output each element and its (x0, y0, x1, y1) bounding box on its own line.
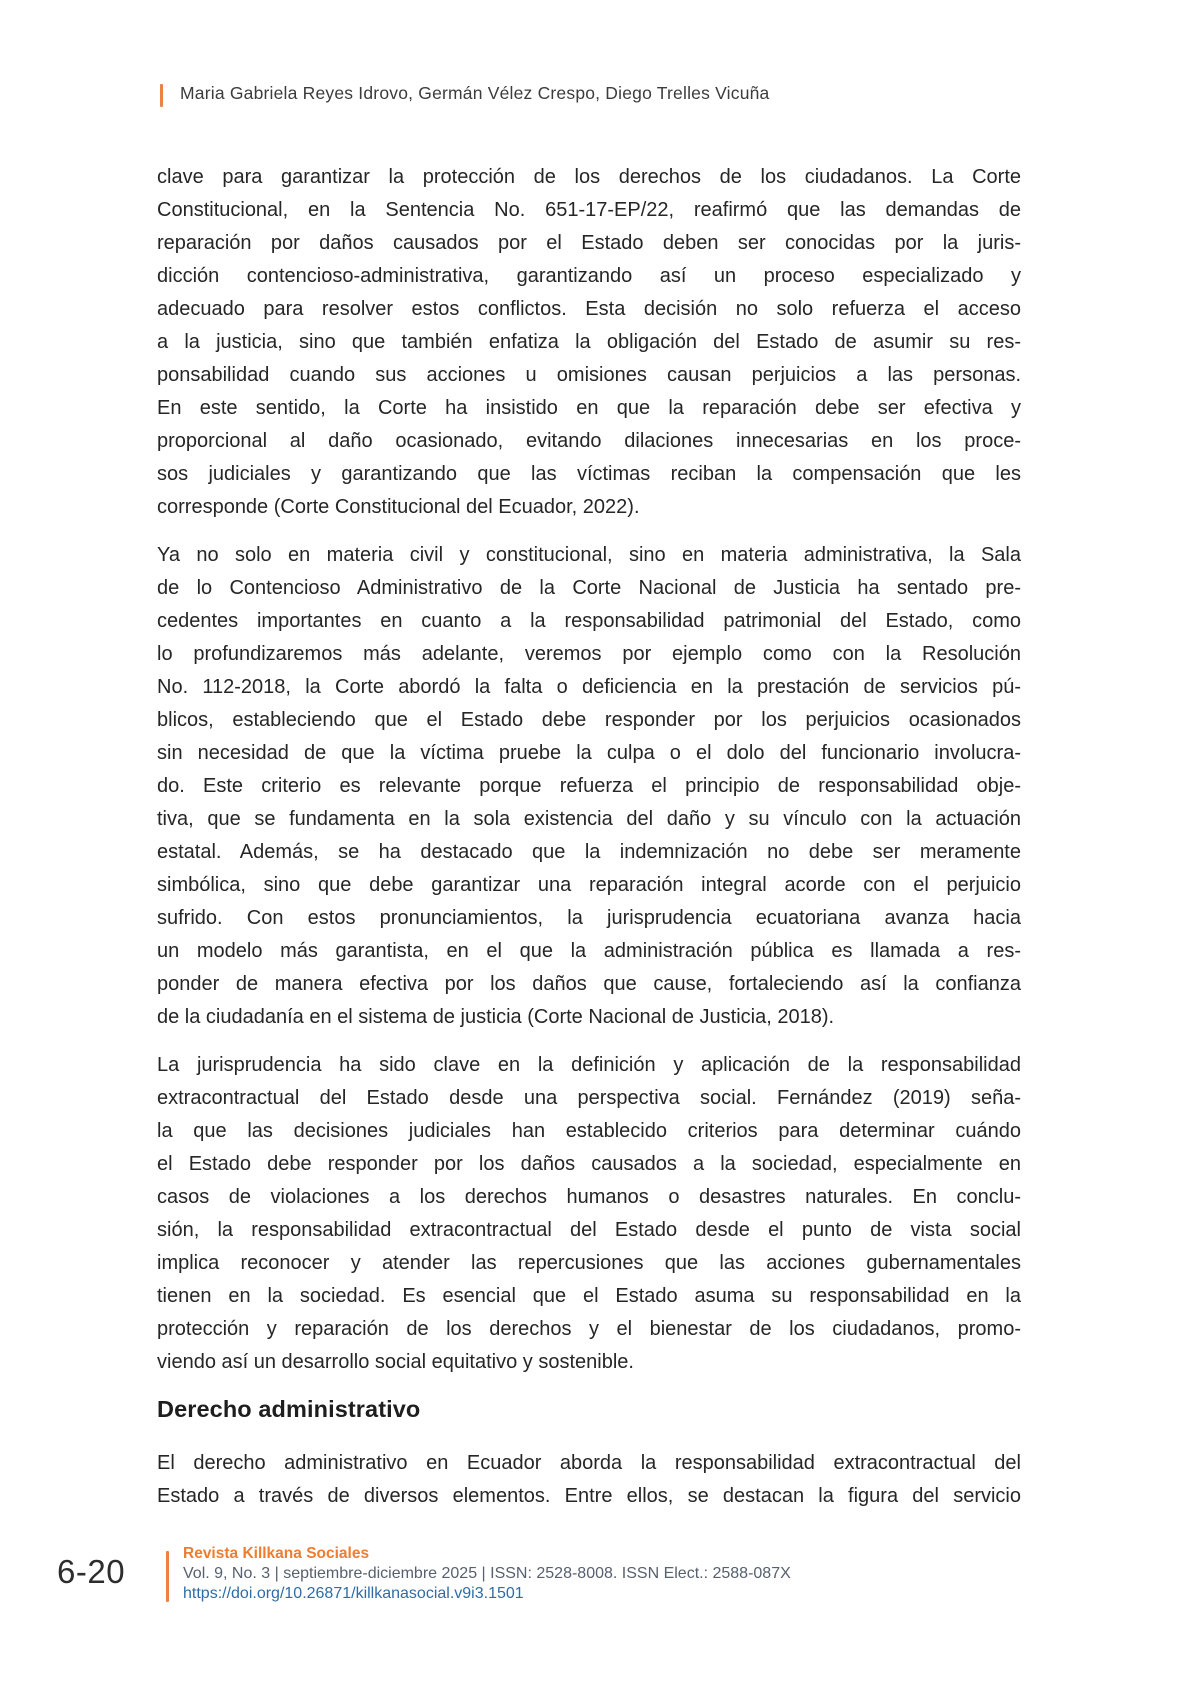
issue-info: Vol. 9, No. 3 | septiembre-diciembre 2025 | ISSN: 2528-8008. ISSN Elect.: 2588-087X (183, 1565, 791, 1582)
paragraph-2: Ya no solo en materia civil y constitucional, sino en materia administrativa, la Sala de lo Contencioso Administrativo de la Corte Nacional de Justicia ha sentado pre- cedentes importantes en cuanto a la responsabilidad patrimonial del Estado, como lo profundizaremos más adelante, veremos por ejemplo como con la Resolución No. 112-2018, la Corte abordó la falta o deficiencia en la prestación de servicios pú- blicos, estableciendo que el Estado debe responder por los perjuicios ocasionados sin necesidad de que la víctima pruebe la culpa o el dolo del funcionario involucra- do. Este criterio es relevante porque refuerza el principio de responsabilidad obje- tiva, que se fundamenta en la sola existencia del daño y su vínculo con la actuación estatal. Además, se ha destacado que la indemnización no debe ser meramente simbólica, sino que debe garantizar una reparación integral acorde con el perjuicio sufrido. Con estos pronunciamientos, la jurisprudencia ecuatoriana avanza hacia un modelo más garantista, en el que la administración pública es llamada a res- ponder de manera efectiva por los daños que cause, fortaleciendo así la confianza de la ciudadanía en el sistema de justicia (Corte Nacional de Justicia, 2018). (157, 544, 1021, 1028)
section-heading: Derecho administrativo (157, 1396, 421, 1422)
authors-line: Maria Gabriela Reyes Idrovo, Germán Vélez Crespo, Diego Trelles Vicuña (180, 83, 770, 103)
doi-link[interactable]: https://doi.org/10.26871/killkanasocial.v9i3.1501 (183, 1585, 524, 1602)
footer-accent-bar (166, 1551, 169, 1602)
journal-name: Revista Killkana Sociales (183, 1545, 370, 1562)
paragraph-1: clave para garantizar la protección de los derechos de los ciudadanos. La Corte Constitucional, en la Sentencia No. 651-17-EP/22, reafirmó que las demandas de reparación por daños causados por el Estado deben ser conocidas por la juris- dicción contencioso-administrativa, garantizando así un proceso especializado y adecuado para resolver estos conflictos. Esta decisión no solo refuerza el acceso a la justicia, sino que también enfatiza la obligación del Estado de asumir su res- ponsabilidad cuando sus acciones u omisiones causan perjuicios a las personas. En este sentido, la Corte ha insistido en que la reparación debe ser efectiva y proporcional al daño ocasionado, evitando dilaciones innecesarias en los proce- sos judiciales y garantizando que las víctimas reciban la compensación que les corresponde (Corte Constitucional del Ecuador, 2022). (157, 166, 1021, 518)
paragraph-3: La jurisprudencia ha sido clave en la definición y aplicación de la responsabilidad extracontractual del Estado desde una perspectiva social. Fernández (2019) seña- la que las decisiones judiciales han establecido criterios para determinar cuándo el Estado debe responder por los daños causados a la sociedad, especialmente en casos de violaciones a los derechos humanos o desastres naturales. En conclu- sión, la responsabilidad extracontractual del Estado desde el punto de vista social implica reconocer y atender las repercusiones que las acciones gubernamentales tienen en la sociedad. Es esencial que el Estado asuma su responsabilidad en la protección y reparación de los derechos y el bienestar de los ciudadanos, promo- viendo así un desarrollo social equitativo y sostenible. (157, 1054, 1021, 1373)
article-body (157, 161, 1021, 1528)
paragraph-4: El derecho administrativo en Ecuador aborda la responsabilidad extracontractual del Estado a través de diversos elementos. Entre ellos, se destacan la figura del servicio (157, 1452, 1021, 1507)
page-number: 6-20 (57, 1553, 126, 1590)
running-header (160, 83, 770, 107)
header-accent-bar (160, 84, 163, 107)
footer-meta (183, 1544, 791, 1604)
